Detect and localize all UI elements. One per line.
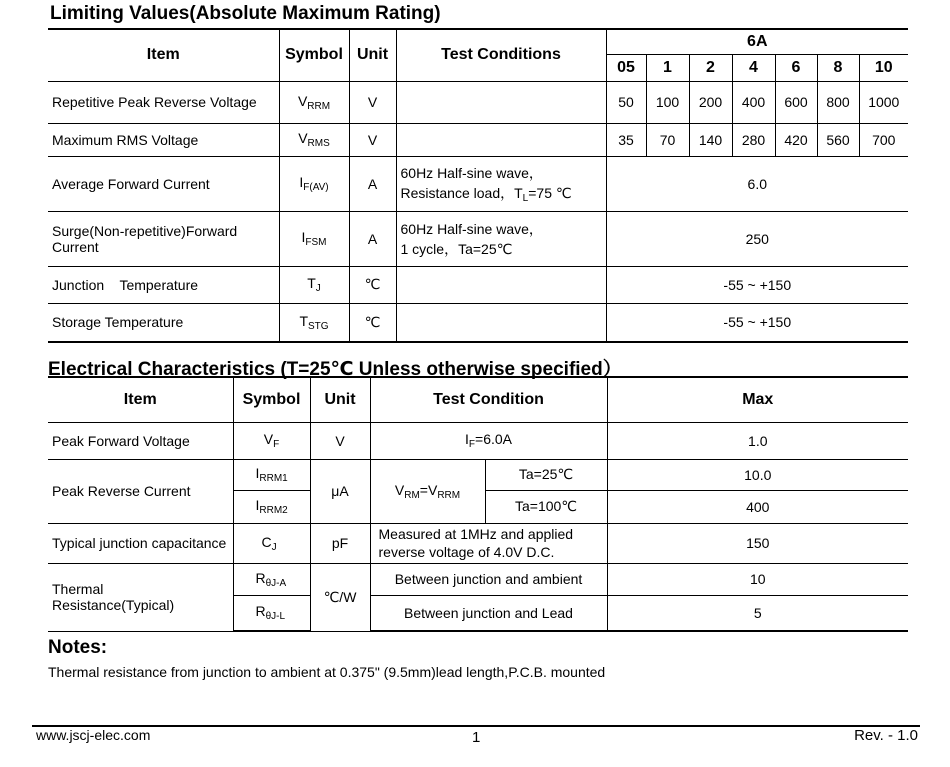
electrical-characteristics-title: Electrical Characteristics (T=25℃ Unless otherwise specified） [48,359,622,380]
row-unit: V [349,123,396,156]
row-unit: ℃ [349,303,396,342]
header-test-condition: Test Condition [370,377,607,422]
header-group-6a: 6A [606,29,908,54]
row-item: Surge(Non-repetitive)Forward Current [48,211,279,266]
header-item: Item [48,29,279,81]
row-symbol: $R_{\theta J-A}$ [233,563,310,595]
row-unit: V [310,422,370,459]
row-condition: Measured at 1MHz and applied reverse voltage of 4.0V D.C. [370,523,607,563]
footer-revision: Rev. - 1.0 [854,727,918,744]
row-temperature: Ta=100℃ [485,490,607,523]
row-value: 400 [732,81,775,123]
row-item: Junction Temperature [48,266,279,303]
notes-title: Notes: [48,637,108,658]
footer-page-number: 1 [472,729,481,746]
row-condition: Between junction and Lead [370,595,607,631]
row-symbol: $T_J$ [279,266,349,303]
row-max: 5 [607,595,908,631]
header-code: 4 [732,54,775,81]
electrical-characteristics-table [48,376,908,632]
row-conditions: 60Hz Half-sine wave， Resistance load，$T_L=75$ ℃ [396,156,606,211]
row-item: Thermal Resistance(Typical) [48,563,233,631]
row-symbol: $V_{RRM}$ [279,81,349,123]
row-unit: A [349,156,396,211]
row-condition: $I_F=6.0A$ [370,422,607,459]
header-unit: Unit [349,29,396,81]
limiting-values-table [48,28,908,343]
row-symbol: $R_{\theta J-L}$ [233,595,310,631]
row-value: 800 [817,81,859,123]
row-symbol: $I_{FSM}$ [279,211,349,266]
row-value: 250 [606,211,908,266]
row-item: Average Forward Current [48,156,279,211]
row-symbol: $I_{RRM1}$ [233,459,310,490]
header-unit: Unit [310,377,370,422]
table-row [48,211,908,266]
table-row [48,156,908,211]
row-value: 560 [817,123,859,156]
row-symbol: $I_{F(AV)}$ [279,156,349,211]
row-conditions [396,303,606,342]
row-conditions [396,81,606,123]
header-code: 8 [817,54,859,81]
header-test-conditions: Test Conditions [396,29,606,81]
limiting-values-title: Limiting Values(Absolute Maximum Rating) [50,3,441,24]
footer-divider [32,725,920,727]
row-unit: pF [310,523,370,563]
row-max: 10 [607,563,908,595]
row-item: Repetitive Peak Reverse Voltage [48,81,279,123]
row-value: 420 [775,123,817,156]
notes-text: Thermal resistance from junction to ambient at 0.375" (9.5mm)lead length,P.C.B. mounted [48,664,606,680]
row-value: 200 [689,81,732,123]
row-max: 150 [607,523,908,563]
row-item: Storage Temperature [48,303,279,342]
table-row [48,303,908,342]
table-row [48,523,908,563]
row-value: -55 ~ +150 [606,303,908,342]
row-max: 1.0 [607,422,908,459]
row-condition: Between junction and ambient [370,563,607,595]
header-item: Item [48,377,233,422]
header-code: 05 [606,54,646,81]
row-unit: ℃ [349,266,396,303]
row-value: 1000 [859,81,908,123]
row-temperature: Ta=25℃ [485,459,607,490]
header-symbol: Symbol [233,377,310,422]
row-value: 600 [775,81,817,123]
footer-website: www.jscj-elec.com [36,727,151,743]
row-unit: μA [310,459,370,523]
table-row [48,422,908,459]
row-value: 700 [859,123,908,156]
table-row [48,266,908,303]
row-max: 10.0 [607,459,908,490]
row-unit: V [349,81,396,123]
row-value: 280 [732,123,775,156]
row-symbol: $T_{STG}$ [279,303,349,342]
row-value: 70 [646,123,689,156]
table-row [48,81,908,123]
row-symbol: $V_{RMS}$ [279,123,349,156]
row-item: Typical junction capacitance [48,523,233,563]
row-value: 140 [689,123,732,156]
row-condition: $V_{RM}=V_{RRM}$ [370,459,485,523]
row-symbol: $C_J$ [233,523,310,563]
row-unit: ℃/W [310,563,370,631]
header-code: 10 [859,54,908,81]
row-value: 50 [606,81,646,123]
row-symbol: $V_F$ [233,422,310,459]
header-max: Max [607,377,908,422]
row-item: Peak Forward Voltage [48,422,233,459]
row-value: 6.0 [606,156,908,211]
row-value: 35 [606,123,646,156]
row-max: 400 [607,490,908,523]
header-code: 6 [775,54,817,81]
row-value: -55 ~ +150 [606,266,908,303]
row-conditions [396,266,606,303]
row-unit: A [349,211,396,266]
row-item: Maximum RMS Voltage [48,123,279,156]
row-conditions: 60Hz Half-sine wave， 1 cycle，Ta=25℃ [396,211,606,266]
row-conditions [396,123,606,156]
row-value: 100 [646,81,689,123]
table-row [48,563,908,595]
header-code: 1 [646,54,689,81]
row-symbol: $I_{RRM2}$ [233,490,310,523]
header-code: 2 [689,54,732,81]
header-symbol: Symbol [279,29,349,81]
table-row [48,123,908,156]
table-row [48,459,908,490]
row-item: Peak Reverse Current [48,459,233,523]
